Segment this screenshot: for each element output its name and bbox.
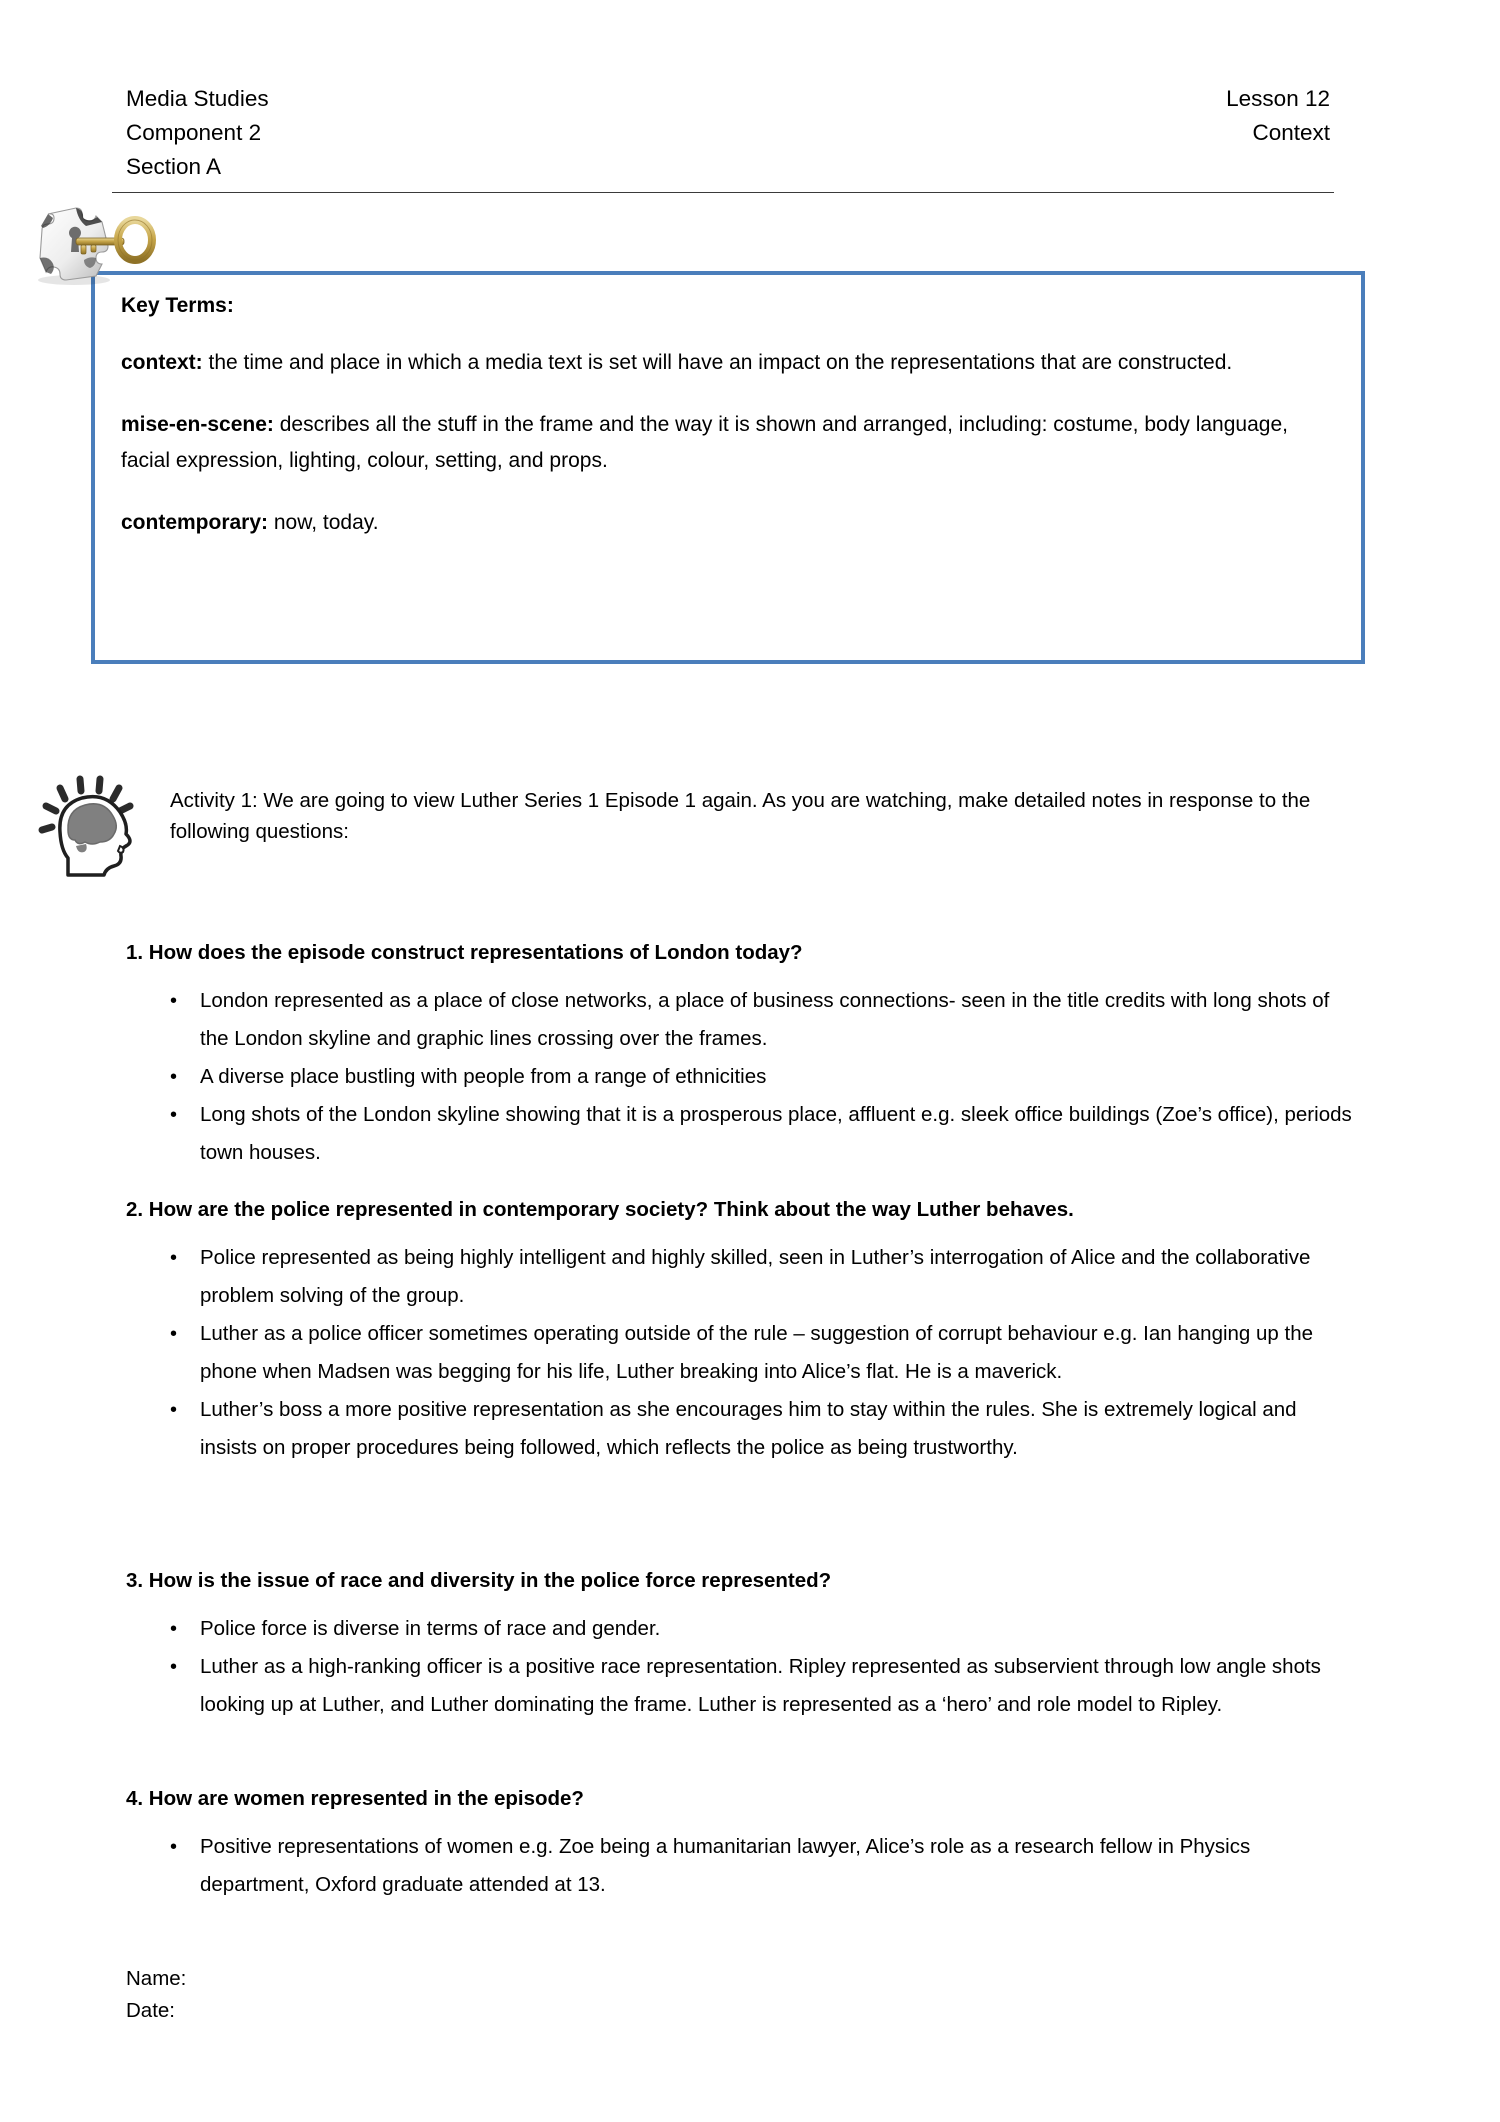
- question-heading-4: 4. How are women represented in the episode?: [126, 1787, 584, 1810]
- question-block-1: [126, 938, 1356, 1172]
- date-label: Date:: [126, 1999, 175, 2022]
- list-item-text: Positive representations of women e.g. Zoe being a humanitarian lawyer, Alice’s role as a research fellow in Physics department, Oxford graduate attended at 13.: [200, 1835, 1251, 1896]
- list-item-text: Luther’s boss a more positive representation as she encourages him to stay within the rules. She is extremely logical and insists on proper procedures being followed, which reflects the police as being trustworthy.: [200, 1398, 1297, 1459]
- list-item: [126, 1610, 1356, 1648]
- question-4-bullet-list: [126, 1828, 1356, 1904]
- bullet-icon: •: [170, 1618, 178, 1640]
- list-item: [126, 1239, 1356, 1315]
- question-block-4: [126, 1784, 1356, 1904]
- list-item-text: A diverse place bustling with people from a range of ethnicities: [200, 1065, 767, 1088]
- header-left-line-1: Media Studies: [126, 86, 269, 111]
- key-term-label-mise-en-scene: mise-en-scene:: [121, 413, 274, 436]
- list-item: [126, 1096, 1356, 1172]
- header-divider: [112, 192, 1334, 193]
- puzzle-key-icon: [26, 196, 156, 286]
- key-term-definition-contemporary: now, today.: [268, 511, 379, 534]
- bullet-icon: •: [170, 1104, 178, 1126]
- header-right-line-2: Context: [1252, 120, 1330, 145]
- question-heading-3: 3. How is the issue of race and diversity in the police force represented?: [126, 1569, 832, 1592]
- question-2-bullet-list: [126, 1239, 1356, 1467]
- list-item: [126, 1828, 1356, 1904]
- question-block-2: [126, 1195, 1356, 1467]
- question-3-bullet-list: [126, 1610, 1356, 1724]
- name-label: Name:: [126, 1967, 187, 1990]
- list-item: [126, 1315, 1356, 1391]
- bullet-icon: •: [170, 1247, 178, 1269]
- key-term-entry-contemporary: [121, 505, 1335, 541]
- list-item: [126, 1648, 1356, 1724]
- thinking-brain-icon: [30, 772, 160, 877]
- key-term-label-context: context:: [121, 351, 203, 374]
- question-block-3: [126, 1566, 1356, 1724]
- key-term-definition-mise-en-scene: describes all the stuff in the frame and the way it is shown and arranged, including: costume, body language, facial expression, lighting, colour, setting, and props.: [121, 413, 1288, 472]
- list-item-text: London represented as a place of close networks, a place of business connections- seen in the title credits with long shots of the London skyline and graphic lines crossing over the frames.: [200, 989, 1330, 1050]
- question-heading-2: 2. How are the police represented in contemporary society? Think about the way Luther behaves.: [126, 1198, 1074, 1221]
- bullet-icon: •: [170, 1066, 178, 1088]
- header-left-line-2: Component 2: [126, 120, 262, 145]
- key-terms-box: [91, 271, 1365, 664]
- document-header: [126, 82, 1330, 184]
- list-item-text: Luther as a police officer sometimes operating outside of the rule – suggestion of corrupt behaviour e.g. Ian hanging up the phone when Madsen was begging for his life, Luther breaking into Alice’s flat. He is a maverick.: [200, 1322, 1314, 1383]
- key-terms-title: Key Terms:: [121, 294, 234, 317]
- list-item-text: Long shots of the London skyline showing that it is a prosperous place, affluent e.g. sleek office buildings (Zoe’s office), periods town houses.: [200, 1103, 1352, 1164]
- list-item-text: Luther as a high-ranking officer is a positive race representation. Ripley represented as subservient through low angle shots looking up at Luther, and Luther dominating the frame. Luther is represented as a ‘hero’ and role model to Ripley.: [200, 1655, 1321, 1716]
- footer-fields: [126, 1963, 186, 2027]
- list-item-text: Police represented as being highly intelligent and highly skilled, seen in Luther’s interrogation of Alice and the collaborative problem solving of the group.: [200, 1246, 1311, 1307]
- bullet-icon: •: [170, 1836, 178, 1858]
- activity-instruction: Activity 1: We are going to view Luther Series 1 Episode 1 again. As you are watching, make detailed notes in response to the following questions:: [170, 789, 1311, 843]
- key-term-entry-mise-en-scene: [121, 407, 1335, 479]
- question-heading-1: 1. How does the episode construct representations of London today?: [126, 941, 803, 964]
- key-term-entry-context: [121, 345, 1335, 381]
- question-1-bullet-list: [126, 982, 1356, 1172]
- bullet-icon: •: [170, 990, 178, 1012]
- list-item: [126, 1058, 1356, 1096]
- list-item-text: Police force is diverse in terms of race and gender.: [200, 1617, 661, 1640]
- header-left-line-3: Section A: [126, 154, 222, 179]
- key-term-label-contemporary: contemporary:: [121, 511, 269, 534]
- header-right-line-1: Lesson 12: [1226, 86, 1330, 111]
- list-item: [126, 982, 1356, 1058]
- bullet-icon: •: [170, 1323, 178, 1345]
- bullet-icon: •: [170, 1656, 178, 1678]
- bullet-icon: •: [170, 1399, 178, 1421]
- key-term-definition-context: the time and place in which a media text is set will have an impact on the representations that are constructed.: [202, 351, 1233, 374]
- list-item: [126, 1391, 1356, 1467]
